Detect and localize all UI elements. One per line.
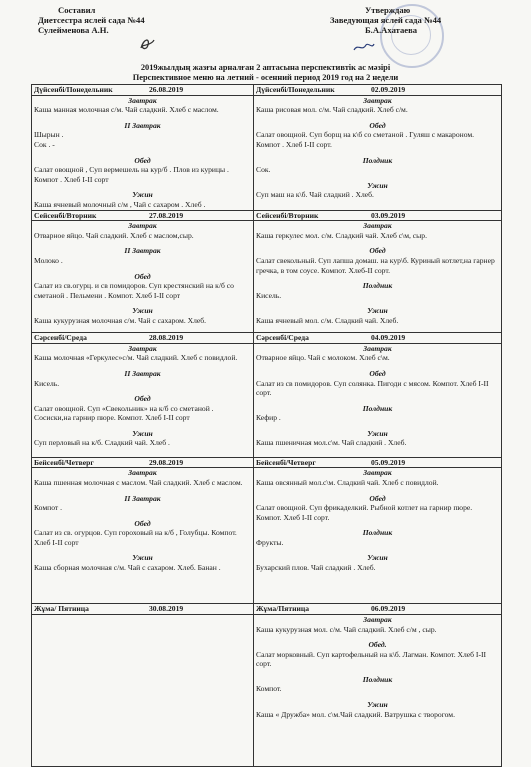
dish-text: Салат овощной. Суп борщ на к\б со сметаной . Гуляш с макароном. Компот . Хлеб I-II сорт.	[256, 130, 475, 149]
day-name: Бейсенбі/Четверг	[256, 457, 316, 467]
meal-label: Обед.	[368, 640, 387, 650]
meal-label: Ужин	[132, 553, 153, 563]
title-russian: Перспективное меню на летний - осенний период 2019 год на 2 недели	[132, 73, 399, 82]
dish-text: Суп перловый на к/б. Сладкий чай. Хлеб .	[34, 438, 170, 448]
day-header-left	[32, 333, 254, 344]
day-menu-left	[32, 614, 254, 766]
dish-text: Каша ячневый мол. с/м. Сладкий чай. Хлеб.	[256, 315, 399, 325]
dish-text: Каша сборная молочная с/м. Чай с сахаром. Хлеб. Банан .	[34, 563, 221, 573]
day-name: Дүйсенбі/Понедельник	[256, 85, 335, 94]
meal-label: Полдник	[362, 528, 393, 538]
compiled-by-label: Составил	[58, 5, 96, 15]
day-name: Сәрсенбі/Среда	[34, 333, 87, 343]
meal-label: Ужин	[132, 190, 153, 200]
title-kazakh: 2019жылдың жазғы арналған 2 аптасына перспективтік ас мәзірі	[140, 63, 391, 72]
day-header-left	[32, 457, 254, 468]
meal-label: Ужин	[367, 553, 388, 563]
meal-label: Завтрак	[363, 343, 392, 353]
dish-text: Салат из св помидоров. Суп солянка. Пигоди с мясом. Компот. Хлеб I-II сорт.	[256, 378, 489, 398]
meal-label: Обед	[369, 493, 386, 503]
meal-label: Полдник	[362, 281, 393, 291]
meal-label: Завтрак	[128, 95, 157, 105]
meal-label: Полдник	[362, 403, 393, 413]
day-name: Дүйсенбі/Понедельник	[34, 85, 113, 94]
day-header-left	[32, 210, 254, 221]
meal-label: II Завтрак	[124, 368, 161, 378]
day-header-row	[32, 604, 502, 615]
dish-text: Кисель.	[256, 290, 282, 300]
approved-by-name: Б.А.Ахатаева	[365, 25, 418, 35]
signature-left-icon	[138, 36, 156, 52]
meal-label: Ужин	[367, 180, 388, 190]
dish-text: Молоко .	[34, 255, 63, 265]
meal-label: Завтрак	[363, 95, 392, 105]
day-menu-left	[32, 343, 254, 457]
day-name: Сейсенбі/Вторник	[256, 210, 319, 220]
dish-text: Салат свекольный. Суп лапша домаш. на кур\б. Куриный котлет,на гарнер гречка, в том соусе. Компот. Хлеб-II сорт.	[256, 255, 495, 275]
document-titles	[30, 63, 501, 83]
meal-label: Ужин	[367, 700, 388, 710]
day-menu-left	[32, 95, 254, 210]
dish-text: Каша « Дружба» мол. с\м.Чай сладкий. Ватрушка с творогом.	[256, 709, 455, 719]
meal-label: II Завтрак	[124, 493, 161, 503]
day-content-row	[32, 95, 502, 210]
day-header-row	[32, 210, 502, 221]
dish-text: Каша овсянный мол.с\м. Сладкий чай. Хлеб с повидлой.	[256, 477, 439, 487]
day-name: Сейсенбі/Вторник	[34, 210, 97, 220]
day-header-right	[254, 457, 502, 468]
dish-text: Каша ячневый молочный с/м , Чай с сахаром . Хлеб .	[34, 199, 206, 209]
dish-text: Отварное яйцо. Чай с молоком. Хлеб с\м.	[256, 353, 390, 363]
meal-label: Ужин	[367, 306, 388, 316]
meal-label: Обед	[134, 394, 151, 404]
day-menu-right	[254, 468, 502, 604]
meal-label: Обед	[134, 271, 151, 281]
day-header-left	[32, 604, 254, 615]
dish-text: Каша пшеничная мол.с\м. Чай сладкий . Хлеб.	[256, 438, 407, 448]
dish-text: Компот .	[34, 503, 63, 513]
dish-text: Каша пшенная молочная с маслом. Чай сладкий. Хлеб с маслом.	[34, 477, 243, 487]
dish-text: Каша кукурузная мол. с/м. Чай сладкий. Хлеб с/м , сыр.	[256, 624, 437, 634]
dish-text: Шырын .	[34, 130, 64, 140]
day-date: 06.09.2019	[371, 604, 406, 614]
meal-label: Полдник	[362, 155, 393, 165]
meal-label: Завтрак	[363, 614, 392, 624]
approved-by-label: Утверждаю	[365, 5, 411, 15]
compiled-by-block	[38, 5, 198, 35]
meal-label: Ужин	[367, 428, 388, 438]
day-date: 28.08.2019	[149, 333, 184, 343]
dish-text: Кисель.	[34, 378, 60, 388]
day-date: 05.09.2019	[371, 457, 406, 467]
dish-text: Бухарский плов. Чай сладкий . Хлеб.	[256, 563, 376, 573]
day-header-row	[32, 457, 502, 468]
day-content-row	[32, 614, 502, 766]
day-date: 04.09.2019	[371, 333, 406, 343]
meal-label: Завтрак	[363, 468, 392, 478]
day-date: 03.09.2019	[371, 210, 406, 220]
dish-text: Салат из св.огурц. и св помидоров. Суп крестянский на к/б со сметаной . Пельмени . Компот. Хлеб I-II сорт	[34, 281, 234, 300]
day-date: 02.09.2019	[371, 85, 406, 94]
compiled-by-name: Сулейменова А.Н.	[38, 25, 109, 35]
day-header-right	[254, 604, 502, 615]
approved-by-block	[330, 5, 500, 35]
day-header-right	[254, 210, 502, 221]
dish-text: Компот.	[256, 684, 282, 694]
meal-label: II Завтрак	[124, 120, 161, 130]
day-content-row	[32, 343, 502, 457]
day-menu-right	[254, 221, 502, 333]
signature-right-icon	[352, 40, 376, 54]
day-name: Жұма/Пятница	[256, 604, 310, 614]
day-date: 27.08.2019	[149, 210, 184, 220]
meal-label: Обед	[369, 368, 386, 378]
meal-label: Завтрак	[128, 343, 157, 353]
dish-text: Суп маш на к\б. Чай сладкий . Хлеб.	[256, 190, 374, 200]
day-name: Сәрсенбі/Среда	[256, 333, 309, 343]
dish-text: Сок . -	[34, 139, 55, 149]
day-date: 30.08.2019	[149, 604, 184, 614]
approved-by-position: Заведующая яслей сада №44	[330, 15, 442, 25]
dish-text: Фрукты.	[256, 537, 284, 547]
day-menu-right	[254, 95, 502, 210]
day-header-right	[254, 333, 502, 344]
dish-text: Каша манная молочная с/м. Чай сладкий. Хлеб с маслом.	[34, 105, 219, 115]
dish-text: Отварное яйцо. Чай сладкий. Хлеб с маслом,сыр.	[34, 230, 194, 240]
day-date: 29.08.2019	[149, 457, 184, 467]
meal-label: Завтрак	[363, 221, 392, 231]
dish-text: Каша рисовая мол. с/м. Чай сладкий. Хлеб с/м.	[256, 105, 408, 115]
dish-text: Сок.	[256, 165, 271, 175]
meal-label: Обед	[369, 120, 386, 130]
day-header-left	[32, 85, 254, 96]
meal-label: Завтрак	[128, 468, 157, 478]
day-menu-left	[32, 221, 254, 333]
day-header-row	[32, 333, 502, 344]
dish-text: Каша геркулес мол. с/м. Сладкий чай. Хлеб с\м, сыр.	[256, 230, 427, 240]
dish-text: Каша кукурузная молочная с/м. Чай с сахаром. Хлеб.	[34, 315, 207, 325]
day-content-row	[32, 221, 502, 333]
meal-label: Полдник	[362, 674, 393, 684]
dish-text: Кефир .	[256, 413, 281, 423]
dish-text: Салат овощной. Суп фрикаделкий. Рыбной котлет на гарнир пюре. Компот. Хлеб I-II сорт.	[256, 503, 473, 522]
dish-text: Салат овощной , Суп вермешель на кур/б . Плов из курицы . Компот . Хлеб I-II сорт	[34, 165, 229, 184]
day-content-row	[32, 468, 502, 604]
day-header-row	[32, 85, 502, 96]
meal-label: Обед	[369, 246, 386, 256]
compiled-by-position: Диетсестра яслей сада №44	[38, 15, 145, 25]
day-header-right	[254, 85, 502, 96]
dish-text: Салат из св. огурцов. Суп гороховый на к/б , Голубцы. Компот. Хлеб I-II сорт	[34, 528, 237, 547]
day-name: Жұма/ Пятница	[34, 604, 89, 614]
menu-table	[31, 84, 502, 767]
meal-label: Обед	[134, 155, 151, 165]
meal-label: Ужин	[132, 428, 153, 438]
day-menu-left	[32, 468, 254, 604]
meal-label: II Завтрак	[124, 246, 161, 256]
day-menu-right	[254, 614, 502, 766]
meal-label: Ужин	[132, 306, 153, 316]
day-name: Бейсенбі/Четверг	[34, 457, 94, 467]
dish-text: Каша молочная «Геркулес»с/м. Чай сладкий. Хлеб с повидлой.	[34, 353, 238, 363]
meal-label: Завтрак	[128, 221, 157, 231]
dish-text: Салат морковный. Суп картофельный на к\б. Лагман. Компот. Хлеб I-II сорт.	[256, 649, 487, 669]
meal-label: Обед	[134, 518, 151, 528]
day-menu-right	[254, 343, 502, 457]
dish-text: Салат овощной. Суп «Свекольник» на к/б со сметаной . Сосиски,на гарнир пюре. Компот. Хлеб I-II сорт	[34, 403, 214, 423]
day-date: 26.08.2019	[149, 85, 184, 94]
